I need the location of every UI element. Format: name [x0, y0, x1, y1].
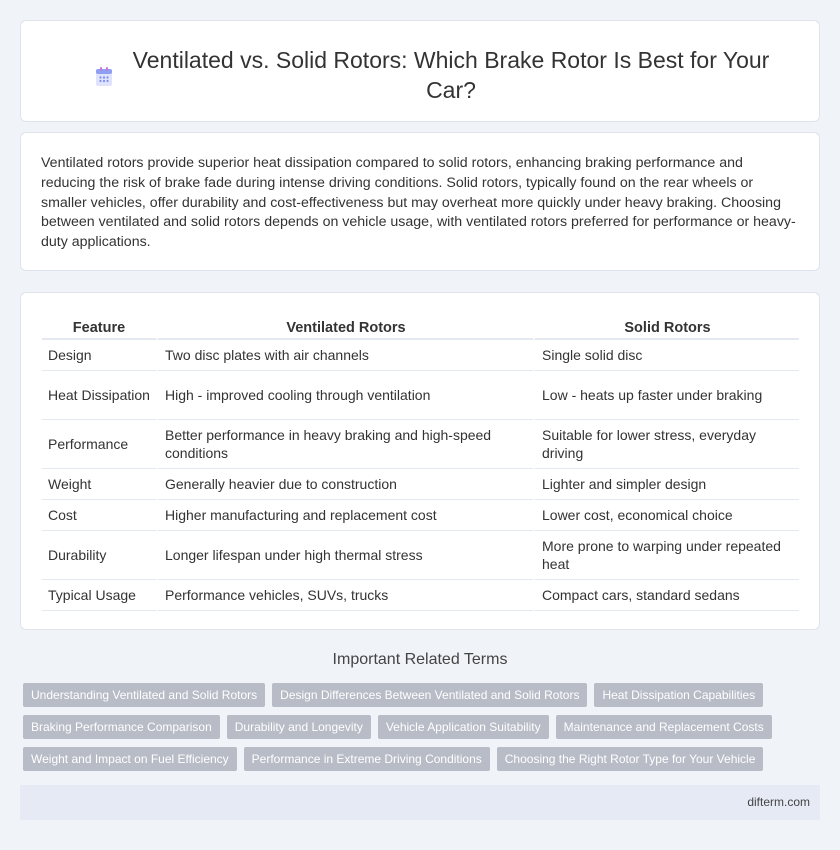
- solid-cell: More prone to warping under repeated heat: [533, 531, 799, 580]
- summary-card: [20, 132, 820, 271]
- feature-cell: Typical Usage: [42, 580, 156, 611]
- solid-cell: Suitable for lower stress, everyday driving: [533, 420, 799, 469]
- column-header: Feature: [42, 313, 156, 340]
- related-term-tag[interactable]: Weight and Impact on Fuel Efficiency: [23, 747, 237, 771]
- table-row: [42, 580, 799, 611]
- tag-row: [23, 747, 813, 771]
- page-title: [91, 45, 811, 105]
- related-terms-tags: [23, 683, 813, 779]
- ventilated-cell: High - improved cooling through ventilation: [156, 371, 533, 420]
- table-row: [42, 469, 799, 500]
- related-term-tag[interactable]: Braking Performance Comparison: [23, 715, 220, 739]
- related-term-tag[interactable]: Vehicle Application Suitability: [378, 715, 549, 739]
- table-row: [42, 340, 799, 371]
- footer: [20, 785, 820, 820]
- related-term-tag[interactable]: Performance in Extreme Driving Conditions: [244, 747, 490, 771]
- ventilated-cell: Two disc plates with air channels: [156, 340, 533, 371]
- table-row: [42, 420, 799, 469]
- page-title-line2: Car?: [426, 77, 476, 103]
- solid-cell: Low - heats up faster under braking: [533, 371, 799, 420]
- ventilated-cell: Performance vehicles, SUVs, trucks: [156, 580, 533, 611]
- column-header: Ventilated Rotors: [156, 313, 533, 340]
- table-row: [42, 531, 799, 580]
- related-term-tag[interactable]: Maintenance and Replacement Costs: [556, 715, 772, 739]
- summary-text: Ventilated rotors provide superior heat dissipation compared to solid rotors, enhancing braking performance and reducing the risk of brake fade during intense driving conditions. Solid rotors, typically found on the rear wheels or smaller vehicles, offer durability and cost-effectiveness but may overheat more quickly under heavy braking. Choosing between ventilated and solid rotors depends on vehicle usage, with ventilated rotors preferred for performance or heavy-duty applications.: [41, 155, 796, 251]
- ventilated-cell: Longer lifespan under high thermal stress: [156, 531, 533, 580]
- comparison-table: [42, 313, 799, 611]
- column-header: Solid Rotors: [533, 313, 799, 340]
- solid-cell: Compact cars, standard sedans: [533, 580, 799, 611]
- table-header-row: [42, 313, 799, 340]
- footer-site-link[interactable]: difterm.com: [747, 795, 810, 809]
- related-term-tag[interactable]: Understanding Ventilated and Solid Rotors: [23, 683, 265, 707]
- feature-cell: Performance: [42, 420, 156, 469]
- ventilated-cell: Generally heavier due to construction: [156, 469, 533, 500]
- ventilated-cell: Better performance in heavy braking and high-speed conditions: [156, 420, 533, 469]
- table-row: [42, 371, 799, 420]
- related-term-tag[interactable]: Choosing the Right Rotor Type for Your Vehicle: [497, 747, 764, 771]
- solid-cell: Single solid disc: [533, 340, 799, 371]
- related-terms-title: Important Related Terms: [332, 651, 508, 668]
- related-term-tag[interactable]: Heat Dissipation Capabilities: [594, 683, 763, 707]
- feature-cell: Durability: [42, 531, 156, 580]
- feature-cell: Design: [42, 340, 156, 371]
- feature-cell: Heat Dissipation: [42, 371, 156, 420]
- ventilated-cell: Higher manufacturing and replacement cost: [156, 500, 533, 531]
- tag-row: [23, 683, 813, 707]
- page-title-line1: Ventilated vs. Solid Rotors: Which Brake Rotor Is Best for Your: [132, 47, 770, 73]
- tag-row: [23, 715, 813, 739]
- header-card: [20, 20, 820, 122]
- comparison-table-card: [20, 292, 820, 630]
- feature-cell: Weight: [42, 469, 156, 500]
- solid-cell: Lower cost, economical choice: [533, 500, 799, 531]
- feature-cell: Cost: [42, 500, 156, 531]
- solid-cell: Lighter and simpler design: [533, 469, 799, 500]
- table-row: [42, 500, 799, 531]
- related-term-tag[interactable]: Durability and Longevity: [227, 715, 371, 739]
- related-term-tag[interactable]: Design Differences Between Ventilated and Solid Rotors: [272, 683, 587, 707]
